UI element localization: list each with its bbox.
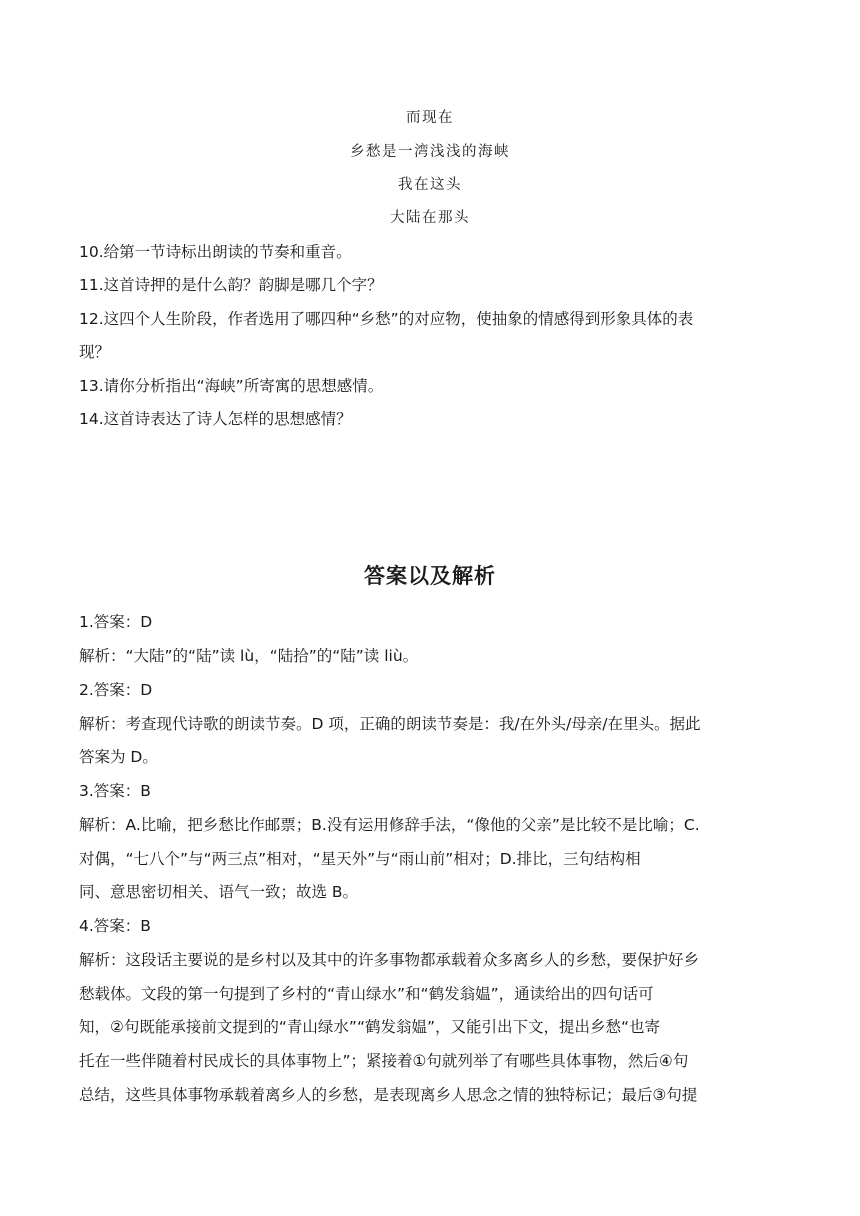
answer-line: 解析：“大陆”的“陆”读 lù，“陆拾”的“陆”读 liù。 bbox=[79, 647, 419, 665]
poem-line: 我在这头 bbox=[398, 177, 462, 193]
answer-line: 同、意思密切相关、语气一致；故选 B。 bbox=[79, 883, 359, 901]
answer-line: 对偶，“七八个”与“两三点”相对，“星天外”与“雨山前”相对；D.排比，三句结构相 bbox=[79, 850, 641, 868]
answer-line: 答案为 D。 bbox=[79, 748, 158, 766]
question-12: 12.这四个人生阶段，作者选用了哪四种“乡愁”的对应物，使抽象的情感得到形象具体的表 bbox=[79, 310, 694, 328]
answer-line: 愁载体。文段的第一句提到了乡村的“青山绿水”和“鹤发翁媪”，通读给出的四句话可 bbox=[79, 985, 654, 1003]
poem-line: 大陆在那头 bbox=[390, 210, 470, 226]
question-13: 13.请你分析指出“海峡”所寄寓的思想感情。 bbox=[79, 377, 384, 395]
answers-heading: 答案以及解析 bbox=[364, 564, 496, 588]
answer-line: 解析：A.比喻，把乡愁比作邮票；B.没有运用修辞手法，“像他的父亲”是比较不是比喻；C. bbox=[79, 816, 700, 834]
answer-line: 解析：这段话主要说的是乡村以及其中的许多事物都承载着众多离乡人的乡愁，要保护好乡 bbox=[79, 951, 700, 969]
question-12-continued: 现？ bbox=[79, 343, 111, 361]
answer-line: 总结，这些具体事物承载着离乡人的乡愁，是表现离乡人思念之情的独特标记；最后③句提 bbox=[79, 1086, 698, 1104]
question-14: 14.这首诗表达了诗人怎样的思想感情？ bbox=[79, 410, 352, 428]
answer-line: 知，②句既能承接前文提到的“青山绿水”“鹤发翁媪”，又能引出下文，提出乡愁“也寄 bbox=[79, 1018, 661, 1036]
answer-line: 3.答案：B bbox=[79, 782, 151, 800]
question-10: 10.给第一节诗标出朗读的节奏和重音。 bbox=[79, 243, 352, 261]
answer-line: 1.答案：D bbox=[79, 613, 153, 631]
poem-line: 乡愁是一湾浅浅的海峡 bbox=[350, 144, 510, 160]
answer-line: 2.答案：D bbox=[79, 681, 153, 699]
poem-line: 而现在 bbox=[406, 110, 454, 126]
answer-line: 4.答案：B bbox=[79, 917, 151, 935]
question-11: 11.这首诗押的是什么韵？韵脚是哪几个字？ bbox=[79, 276, 383, 294]
answer-line: 解析：考查现代诗歌的朗读节奏。D 项，正确的朗读节奏是：我/在外头/母亲/在里头。据此 bbox=[79, 715, 701, 733]
answer-line: 托在一些伴随着村民成长的具体事物上”；紧接着①句就列举了有哪些具体事物，然后④句 bbox=[79, 1052, 689, 1070]
